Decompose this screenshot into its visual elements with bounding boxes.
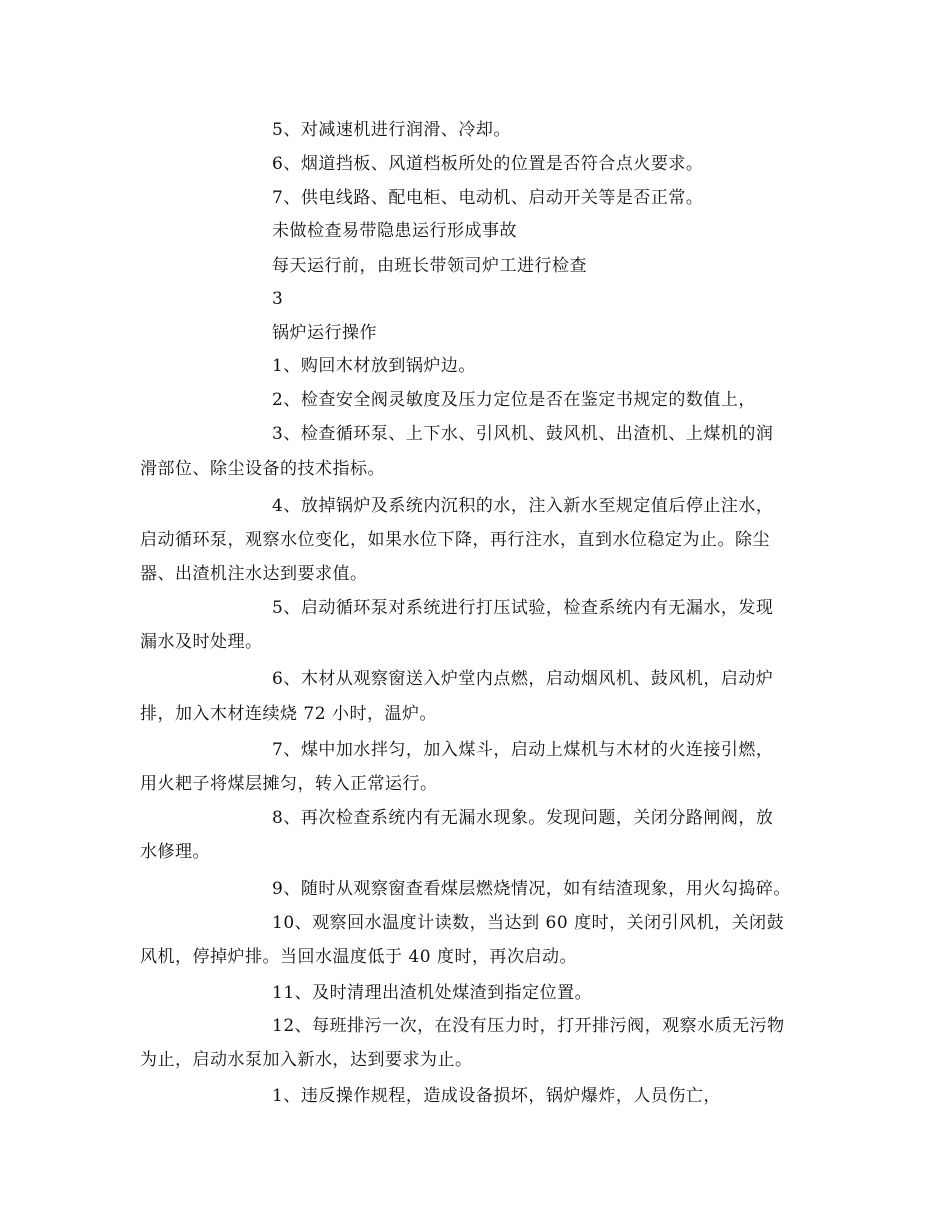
text-line: 11、及时清理出渣机处煤渣到指定位置。 bbox=[272, 983, 593, 1003]
text-line: 1、违反操作规程，造成设备损坏，锅炉爆炸，人员伤亡， bbox=[272, 1086, 721, 1106]
text-line: 12、每班排污一次，在没有压力时，打开排污阀，观察水质无污物 bbox=[272, 1016, 785, 1036]
text-line: 5、启动循环泵对系统进行打压试验，检查系统内有无漏水，发现 bbox=[272, 598, 774, 618]
text-line: 5、对减速机进行润滑、冷却。 bbox=[272, 120, 511, 140]
text-line: 6、木材从观察窗送入炉堂内点燃，启动烟风机、鼓风机，启动炉 bbox=[272, 669, 774, 689]
text-line: 3、检查循环泵、上下水、引风机、鼓风机、出渣机、上煤机的润 bbox=[272, 424, 774, 444]
text-line: 排，加入木材连续烧 72 小时，温炉。 bbox=[140, 704, 437, 724]
text-line: 8、再次检查系统内有无漏水现象。发现问题，关闭分路闸阀，放 bbox=[272, 808, 774, 828]
text-line: 每天运行前，由班长带领司炉工进行检查 bbox=[272, 256, 587, 276]
text-line: 9、随时从观察窗查看煤层燃烧情况，如有结渣现象，用火勾捣碎。 bbox=[272, 879, 791, 899]
text-line: 滑部位、除尘设备的技术指标。 bbox=[140, 459, 385, 479]
text-line: 4、放掉锅炉及系统内沉积的水，注入新水至规定值后停止注水， bbox=[272, 496, 774, 516]
text-line: 10、观察回水温度计读数，当达到 60 度时，关闭引风机，关闭鼓 bbox=[272, 913, 785, 933]
text-line: 6、烟道挡板、风道档板所处的位置是否符合点火要求。 bbox=[272, 154, 704, 174]
text-line: 风机，停掉炉排。当回水温度低于 40 度时，再次启动。 bbox=[140, 947, 577, 967]
text-line: 用火耙子将煤层摊匀，转入正常运行。 bbox=[140, 774, 438, 794]
text-line: 7、供电线路、配电柜、电动机、启动开关等是否正常。 bbox=[272, 188, 704, 208]
text-line: 未做检查易带隐患运行形成事故 bbox=[272, 221, 517, 241]
text-line: 1、购回木材放到锅炉边。 bbox=[272, 356, 476, 376]
section-number: 3 bbox=[272, 289, 284, 309]
section-heading: 锅炉运行操作 bbox=[272, 323, 377, 343]
text-line: 7、煤中加水拌匀，加入煤斗，启动上煤机与木材的火连接引燃， bbox=[272, 740, 774, 760]
text-line: 为止，启动水泵加入新水，达到要求为止。 bbox=[140, 1050, 473, 1070]
text-line: 2、检查安全阀灵敏度及压力定位是否在鉴定书规定的数值上， bbox=[272, 390, 756, 410]
text-line: 漏水及时处理。 bbox=[140, 632, 263, 652]
text-line: 水修理。 bbox=[140, 842, 210, 862]
text-line: 器、出渣机注水达到要求值。 bbox=[140, 564, 368, 584]
text-line: 启动循环泵，观察水位变化，如果水位下降，再行注水，直到水位稳定为止。除尘 bbox=[140, 530, 770, 550]
